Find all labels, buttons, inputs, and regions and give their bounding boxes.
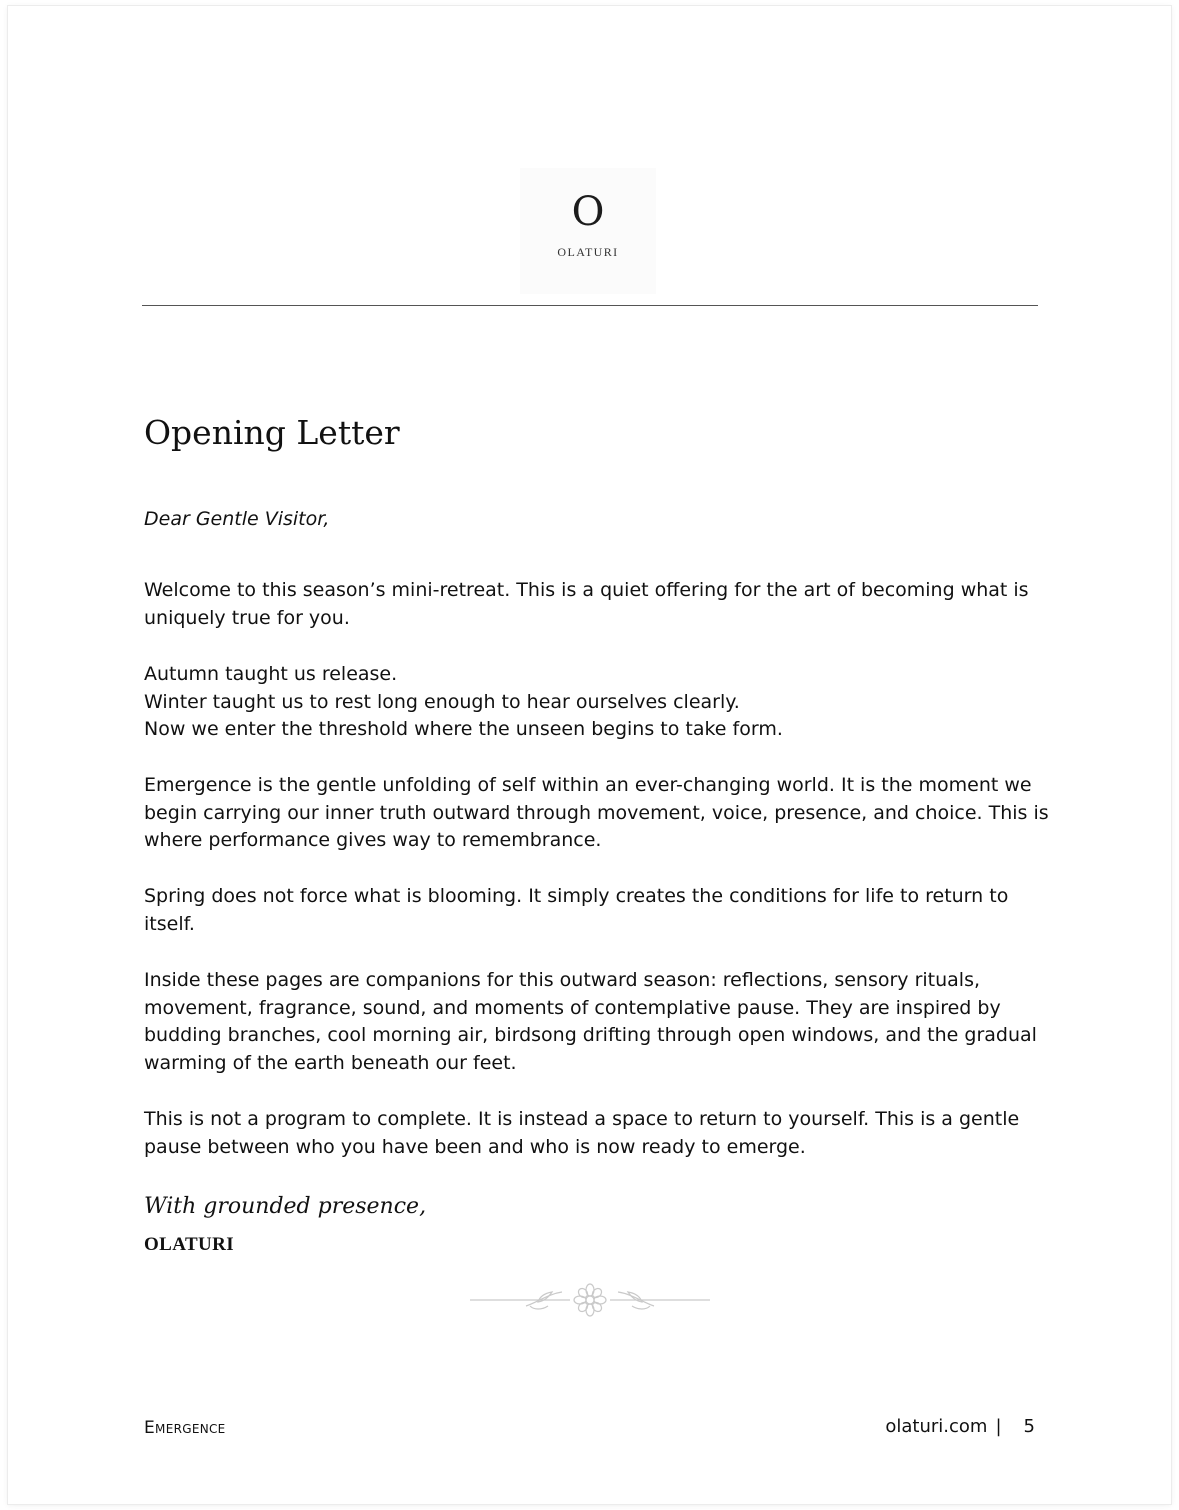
paragraph-line: movement, fragrance, sound, and moments of contemplative pause. They are inspired by bbox=[144, 996, 1001, 1019]
salutation: Dear Gentle Visitor, bbox=[144, 508, 330, 530]
footer-right bbox=[885, 1416, 1035, 1437]
paragraph-line: itself. bbox=[144, 912, 195, 935]
signature: OLATURI bbox=[144, 1234, 235, 1255]
paragraph-6 bbox=[144, 1106, 1044, 1161]
paragraph-line: uniquely true for you. bbox=[144, 606, 350, 629]
paragraph-line: budding branches, cool morning air, birdsong drifting through open windows, and the gradual bbox=[144, 1024, 1037, 1047]
page-title: Opening Letter bbox=[144, 413, 400, 452]
paragraph-1 bbox=[144, 577, 1044, 632]
footer-title: Emergence bbox=[144, 1418, 226, 1438]
paragraph-4 bbox=[144, 883, 1044, 938]
paragraph-line: Emergence is the gentle unfolding of self within an ever-changing world. It is the moment we bbox=[144, 774, 1032, 796]
brand-logo bbox=[520, 168, 656, 294]
footer-website: olaturi.com bbox=[885, 1416, 988, 1437]
paragraph-line: where performance gives way to remembrance. bbox=[144, 829, 602, 852]
header-divider bbox=[142, 305, 1038, 306]
paragraph-line: Spring does not force what is blooming. It simply creates the conditions for life to return to bbox=[144, 885, 1009, 907]
paragraph-line: pause between who you have been and who is now ready to emerge. bbox=[144, 1135, 806, 1158]
paragraph-line: warming of the earth beneath our feet. bbox=[144, 1051, 517, 1074]
footer-separator: | bbox=[995, 1416, 1002, 1437]
paragraph-line: Now we enter the threshold where the unseen begins to take form. bbox=[144, 718, 783, 741]
page-number: 5 bbox=[1023, 1416, 1035, 1437]
paragraph-line: Winter taught us to rest long enough to hear ourselves clearly. bbox=[144, 690, 740, 713]
paragraph-line: Inside these pages are companions for this outward season: reflections, sensory rituals, bbox=[144, 969, 981, 991]
logo-mark: O bbox=[571, 189, 605, 235]
paragraph-line: Welcome to this season’s mini-retreat. This is a quiet offering for the art of becoming what is bbox=[144, 579, 1029, 601]
paragraph-line: Autumn taught us release. bbox=[144, 663, 398, 685]
logo-wordmark: OLATURI bbox=[557, 245, 619, 259]
signoff: With grounded presence, bbox=[144, 1194, 427, 1219]
paragraph-line: This is not a program to complete. It is instead a space to return to yourself. This is a gentle bbox=[144, 1108, 1020, 1130]
paragraph-line: begin carrying our inner truth outward through movement, voice, presence, and choice. This is bbox=[144, 801, 1049, 824]
paragraph-5 bbox=[144, 967, 1044, 1077]
floral-divider-icon bbox=[468, 1280, 712, 1320]
paragraph-2 bbox=[144, 661, 1044, 744]
paragraph-3 bbox=[144, 772, 1049, 855]
